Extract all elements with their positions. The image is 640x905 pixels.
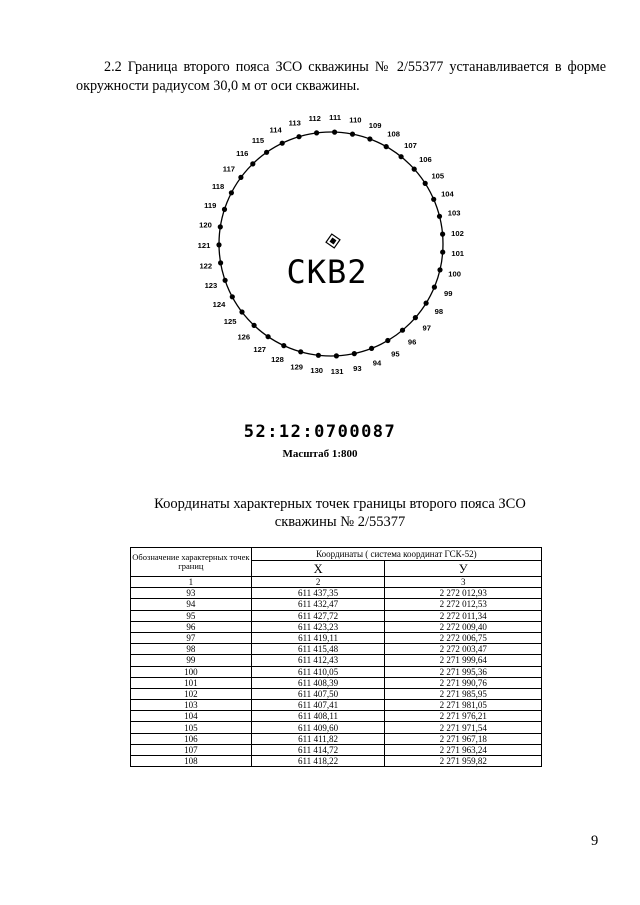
header-point-designation: Обозначение характерных точек границ [131,548,252,577]
boundary-point-dot [413,315,418,320]
y-coordinate-cell: 2 271 990,76 [385,677,542,688]
boundary-point-label: 95 [391,349,400,359]
boundary-point-dot [369,346,374,351]
point-id-cell: 99 [131,655,252,666]
scale-label: Масштаб 1:800 [282,448,358,460]
x-coordinate-cell: 611 414,72 [251,744,385,755]
boundary-point-dot [385,338,390,343]
zone-boundary-scheme [0,0,640,400]
point-id-cell: 106 [131,733,252,744]
table-body [131,588,542,767]
boundary-point-label: 100 [448,269,461,279]
boundary-point-dot [384,144,389,149]
boundary-point-label: 125 [223,317,237,327]
boundary-point-label: 114 [269,125,282,135]
boundary-point-label: 120 [199,220,212,230]
x-coordinate-cell: 611 408,11 [251,711,385,722]
y-coordinate-cell: 2 271 999,64 [385,655,542,666]
table-title: Координаты характерных точек границы второго пояса ЗСО скважины № 2/55377 [154,496,526,530]
well-marker-inner [330,238,337,245]
table-row [131,632,542,643]
header-x: X [251,561,385,577]
boundary-point-dot [350,132,355,137]
boundary-point-label: 119 [204,200,217,210]
table-row [131,733,542,744]
y-coordinate-cell: 2 272 012,93 [385,588,542,599]
boundary-point-dot [218,224,223,229]
y-coordinate-cell: 2 271 971,54 [385,722,542,733]
header-y: У [385,561,542,577]
boundary-point-dot [218,260,223,265]
table-row [131,688,542,699]
table-row [131,722,542,733]
boundary-point-dot [314,130,319,135]
boundary-point-label: 124 [212,299,226,309]
table-row [131,711,542,722]
boundary-point-dot [216,242,221,247]
boundary-point-dot [239,309,244,314]
table-row [131,744,542,755]
y-coordinate-cell: 2 272 012,53 [385,599,542,610]
boundary-point-label: 113 [288,118,301,128]
boundary-point-label: 128 [271,355,284,365]
boundary-point-label: 111 [329,113,342,123]
table-row [131,588,542,599]
table-row [131,599,542,610]
boundary-point-label: 116 [236,149,249,159]
point-id-cell: 105 [131,722,252,733]
point-id-cell: 108 [131,756,252,767]
well-label: СКВ2 [286,253,368,291]
table-row [131,644,542,655]
boundary-point-dot [431,197,436,202]
boundary-point-label: 127 [253,345,267,355]
x-coordinate-cell: 611 407,50 [251,688,385,699]
boundary-point-label: 110 [349,115,362,125]
boundary-point-label: 112 [308,114,321,124]
x-coordinate-cell: 611 415,48 [251,644,385,655]
boundary-point-dot [238,175,243,180]
boundary-point-dot [437,267,442,272]
point-id-cell: 103 [131,700,252,711]
boundary-point-label: 99 [443,288,453,298]
boundary-point-dot [316,353,321,358]
boundary-point-dot [423,181,428,186]
boundary-point-dot [437,214,442,219]
boundary-point-dot [400,328,405,333]
boundary-point-dot [352,351,357,356]
point-id-cell: 96 [131,621,252,632]
boundary-point-label: 103 [447,208,461,218]
boundary-point-dot [281,343,286,348]
x-coordinate-cell: 611 418,22 [251,756,385,767]
boundary-point-label: 131 [330,366,344,376]
boundary-point-dot [250,161,255,166]
y-coordinate-cell: 2 272 011,34 [385,610,542,621]
point-id-cell: 93 [131,588,252,599]
point-id-cell: 98 [131,644,252,655]
boundary-point-dot [440,232,445,237]
x-coordinate-cell: 611 411,82 [251,733,385,744]
boundary-point-label: 108 [387,129,400,139]
x-coordinate-cell: 611 437,35 [251,588,385,599]
boundary-point-dot [332,130,337,135]
point-id-cell: 104 [131,711,252,722]
boundary-point-dot [298,349,303,354]
y-coordinate-cell: 2 272 006,75 [385,632,542,643]
boundary-point-dot [252,323,257,328]
boundary-point-dot [399,154,404,159]
table-row [131,655,542,666]
boundary-point-dot [412,167,417,172]
y-coordinate-cell: 2 271 963,24 [385,744,542,755]
x-coordinate-cell: 611 410,05 [251,666,385,677]
boundary-point-label: 109 [368,120,382,130]
boundary-point-label: 96 [407,337,417,347]
point-id-cell: 94 [131,599,252,610]
table-row [131,621,542,632]
boundary-point-label: 101 [451,249,465,259]
y-coordinate-cell: 2 272 003,47 [385,644,542,655]
intro-text: 2.2 Граница второго пояса ЗСО скважины № 2/55377 устанавливается в форме окружности радиусом 30,0 м от оси скважины. [76,59,606,94]
boundary-point-dot [264,150,269,155]
x-coordinate-cell: 611 427,72 [251,610,385,621]
x-coordinate-cell: 611 409,60 [251,722,385,733]
boundary-point-label: 130 [310,366,324,376]
col-number: 2 [251,577,385,588]
y-coordinate-cell: 2 271 981,05 [385,700,542,711]
boundary-point-dot [230,294,235,299]
table-row [131,677,542,688]
x-coordinate-cell: 611 408,39 [251,677,385,688]
point-id-cell: 97 [131,632,252,643]
cadastral-number: 52:12:0700087 [243,422,397,442]
boundary-point-label: 117 [222,164,236,174]
y-coordinate-cell: 2 271 995,36 [385,666,542,677]
boundary-point-dot [432,285,437,290]
boundary-point-label: 97 [422,323,431,333]
boundary-point-dot [280,141,285,146]
header-coordinates: Координаты ( система координат ГСК-52) [251,548,541,561]
boundary-point-label: 129 [290,362,304,372]
boundary-point-dot [367,136,372,141]
point-id-cell: 100 [131,666,252,677]
boundary-point-label: 105 [431,171,445,181]
boundary-point-label: 121 [197,241,211,250]
col-number: 1 [131,577,252,588]
boundary-point-label: 106 [419,155,432,164]
table-row [131,666,542,677]
boundary-point-dot [440,250,445,255]
x-coordinate-cell: 611 407,41 [251,700,385,711]
y-coordinate-cell: 2 271 976,21 [385,711,542,722]
x-coordinate-cell: 611 412,43 [251,655,385,666]
boundary-point-label: 118 [211,181,225,191]
table-row [131,610,542,621]
boundary-point-label: 126 [237,332,251,342]
page-number: 9 [591,833,599,849]
boundary-point-label: 94 [372,358,382,368]
boundary-point-dot [296,134,301,139]
boundary-point-label: 104 [441,189,454,199]
boundary-point-dot [424,301,429,306]
coordinates-table [130,547,542,767]
boundary-point-dot [223,278,228,283]
y-coordinate-cell: 2 271 967,18 [385,733,542,744]
table-row [131,700,542,711]
point-id-cell: 102 [131,688,252,699]
boundary-point-label: 122 [199,261,213,271]
boundary-points [198,113,465,376]
y-coordinate-cell: 2 271 959,82 [385,756,542,767]
point-id-cell: 95 [131,610,252,621]
boundary-point-label: 102 [451,228,464,238]
boundary-point-dot [266,334,271,339]
y-coordinate-cell: 2 272 009,40 [385,621,542,632]
boundary-point-label: 93 [353,364,362,374]
boundary-point-label: 123 [204,281,218,291]
boundary-point-label: 107 [404,141,417,150]
table-row [131,756,542,767]
point-id-cell: 101 [131,677,252,688]
x-coordinate-cell: 611 432,47 [251,599,385,610]
y-coordinate-cell: 2 271 985,95 [385,688,542,699]
boundary-point-dot [334,353,339,358]
x-coordinate-cell: 611 419,11 [251,632,385,643]
boundary-point-dot [229,190,234,195]
point-id-cell: 107 [131,744,252,755]
boundary-point-dot [222,207,227,212]
col-number: 3 [385,577,542,588]
boundary-point-label: 98 [434,307,444,316]
x-coordinate-cell: 611 423,23 [251,621,385,632]
boundary-point-label: 115 [251,136,265,146]
